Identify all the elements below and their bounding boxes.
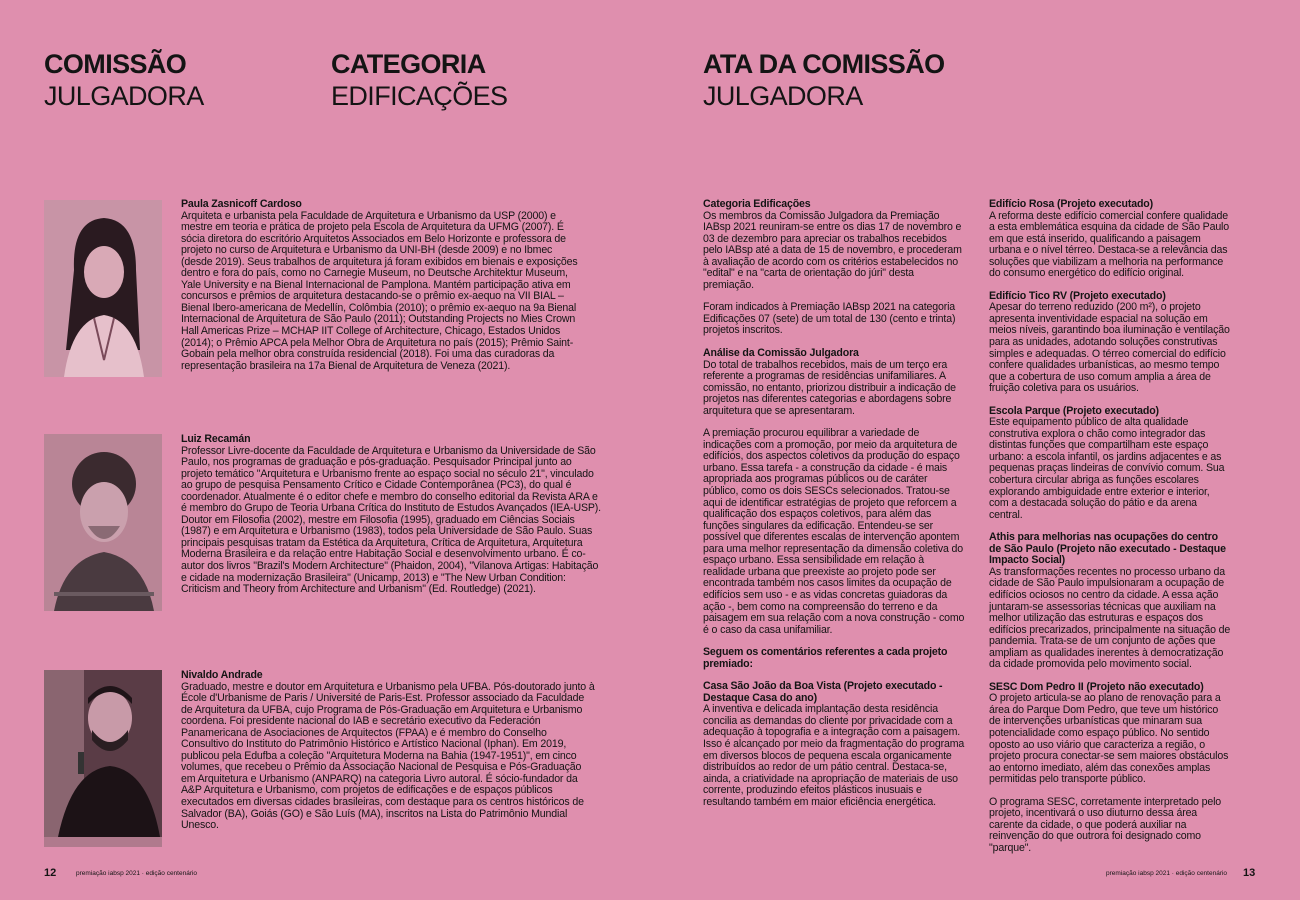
paragraph: Foram indicados à Premiação IABsp 2021 na categoria Edificações 07 (sete) de um total de 130 (cento e trinta) projetos inscritos.	[703, 301, 956, 337]
paragraph: Apesar do terreno reduzido (200 m²), o projeto apresenta inventividade espacial na solução em meios níveis, garantindo boa iluminação e ventilação para as unidades, adotando soluções construtivas simples e adequadas. O térreo comercial do edifício confere qualidades urbanísticas, ao mesmo tempo que a cobertura de uso comum amplia a área de fruição coletiva para os usuários.	[989, 301, 1230, 395]
paragraph: Este equipamento público de alta qualidade construtiva explora o chão como integrador das distintas funções que compartilham este espaço urbano: a escola infantil, os jardins adjacentes e as pequenas praças lindeiras de convívio comum. Sua cobertura circular abriga as funções escolares explorando ambiguidade entre exterior e interior, com a destacada solução do pátio e da arena central.	[989, 416, 1225, 521]
juror-bio: Arquiteta e urbanista pela Faculdade de Arquitetura e Urbanismo da USP (2000) e mestre em teoria e prática de projeto pela Escola de Arquitetura da UFMG (2007). É sócia diretora do escritório Arquitetos Associados em Belo Horizonte e professora de projeto no curso de Arquitetura e Urbanismo da UNI-BH (desde 2009) e no Ibmec (desde 2019). Seus trabalhos de arquitetura já foram exibidos em bienais e exposições dentro e fora do país, como no Carnegie Museum, no Deutsche Architektur Museum, Yale University e na Bienal Internacional de Pamplona. Mantém participação ativa em concursos e prêmios de arquitetura destacando-se o prêmio ex-aequo na VII BIAL – Bienal Ibero-americana de Medellín, Colômbia (2010); o prêmio ex-aequo na 9a Bienal Internacional de Arquitetura de São Paulo (2011); Outstanding Projects no Mies Crown Hall Americas Prize – MCHAP IIT College of Architecture, Chicago, Estados Unidos (2014); o Prêmio APCA pela Melhor Obra de Arquitetura no país (2015); Prêmio Saint-Gobain pela melhor obra construída residencial (2018). Foi uma das curadoras da representação brasileira na 17a Bienal de Arquitetura de Veneza (2021).	[181, 209, 578, 372]
section-comentarios	[703, 647, 965, 670]
footer-text-right: premiação iabsp 2021 · edição centenário	[1106, 870, 1228, 877]
section-title: Casa São João da Boa Vista (Projeto executado - Destaque Casa do ano)	[703, 680, 943, 704]
heading-comissao-bold: COMISSÃO	[44, 49, 187, 79]
juror-2	[181, 434, 601, 596]
section-categoria	[703, 199, 965, 337]
section-title: Análise da Comissão Julgadora	[703, 347, 859, 360]
section-title: Edifício Rosa (Projeto executado)	[989, 198, 1153, 210]
section-title: Escola Parque (Projeto executado)	[989, 404, 1159, 417]
footer-text-left: premiação iabsp 2021 · edição centenário	[76, 870, 198, 877]
section-title: Seguem os comentários referentes a cada projeto premiado:	[703, 646, 948, 670]
paragraph: A reforma deste edifício comercial confere qualidade a esta emblemática esquina da cidade de São Paulo em que está inserido, qualificando a paisagem urbana e o nível térreo. Destaca-se a relevância das soluções que viabilizam a melhoria na performance do consumo energético do edifício original.	[989, 209, 1230, 280]
juror-photo-luiz	[44, 434, 162, 611]
juror-photo-nivaldo	[44, 670, 162, 847]
juror-bio: Graduado, mestre e doutor em Arquitetura e Urbanismo pela UFBA. Pós-doutorado junto à École d'Urbanisme de Paris / Université de Paris-Est. Professor associado da Faculdade de Arquitetura da UFBA, cujo Programa de Pós-Graduação em Arquitetura e Urbanismo coordena. Foi presidente nacional do IAB e secretário executivo da Federación Panamericana de Asociaciones de Arquitectos (FPAA) e é membro do Conselho Consultivo do Instituto do Patrimônio Histórico e Artístico Nacional (Iphan). Em 2019, publicou pela Edufba a coleção "Arquitetura Moderna na Bahia (1947-1951)", em cinco volumes, que recebeu o Prêmio da Associação Nacional de Pesquisa e Pós-Graduação em Arquitetura e Urbanismo (ANPARQ) na categoria Livro autoral. É sócio-fundador da A&P Arquitetura e Urbanismo, com projetos de edificações e de espaços públicos executados em diversas cidades brasileiras, com destaque para os centros históricos de Salvador (BA), Goiás (GO) e São Luís (MA), inscritos na Lista do Patrimônio Mundial Unesco.	[181, 680, 595, 832]
paragraph: O programa SESC, corretamente interpretado pelo projeto, incentivará o uso diuturno dessa área carente da cidade, o que poderá auxiliar na reinvenção do que outrora foi designado como "parque".	[989, 795, 1222, 854]
paragraph: As transformações recentes no processo urbano da cidade de São Paulo impulsionaram a ocupação de edifícios ociosos no centro da cidade. A essa ação juntaram-se assessorias técnicas que auxiliam na melhor utilização das estruturas e espaços dos edifícios precarizados, principalmente na situação de pandemia. Trata-se de um conjunto de ações que ampliam as qualidades inerentes à democratização da cidade promovida pelo movimento social.	[989, 565, 1231, 671]
heading-ata	[703, 48, 945, 112]
section-analise	[703, 348, 965, 636]
heading-categoria-bold: CATEGORIA	[331, 49, 486, 79]
paragraph: A inventiva e delicada implantação desta residência concilia as demandas do cliente por privacidade com a adequação à topografia e a integração com a paisagem. Isso é alcançado por meio da fragmentação do programa em diversos blocos de pequena escala organicamente distribuídos ao redor de um pátio central. Destaca-se, ainda, a criatividade na apropriação de materiais de uso corrente, produzindo efeitos plásticos inusuais e resultando também em maior eficiência energética.	[703, 703, 965, 808]
section-title: Athis para melhorias nas ocupações do centro de São Paulo (Projeto não executado - Destaque Impacto Social)	[989, 531, 1226, 567]
section-tico-rv	[989, 291, 1231, 395]
paragraph: A premiação procurou equilibrar a variedade de indicações com a promoção, por meio da arquitetura de edifícios, dos aspectos coletivos da produção do espaço urbano. Essa tarefa - a construção da cidade - é mais apropriada aos programas públicos ou de caráter público, como os dois SESCs selecionados. Tratou-se aqui de identificar estratégias de projeto que reforcem a qualificação dos espaços coletivos, para além das funções singulares da edificação. Entendeu-se ser possível que diferentes escalas de intervenção apontem para uma melhor representação da dimensão coletiva do espaço urbano. Essa sensibilidade em relação à realidade urbana que preexiste ao projeto pode ser encontrada também nos casos limites da ocupação de edifícios sem uso - e as vidas concretas guiadoras da ação -, bem como na compreensão do terreno e da paisagem em sua relação com a nova construção - como é o caso da casa unifamiliar.	[703, 427, 965, 636]
page-number-right: 13	[1243, 867, 1256, 879]
paragraph: Do total de trabalhos recebidos, mais de um terço era referente a programas de residências unifamiliares. A comissão, no entanto, priorizou distribuir a indicação de projetos nas diferentes categorias e abordagens sobre arquitetura que se apresentaram.	[703, 358, 956, 417]
section-edificio-rosa	[989, 199, 1231, 280]
section-athis	[989, 532, 1231, 671]
juror-name: Luiz Recamán	[181, 433, 251, 445]
juror-name: Paula Zasnicoff Cardoso	[181, 198, 302, 210]
section-sesc-dom-pedro	[989, 682, 1231, 855]
juror-photo-paula	[44, 200, 162, 377]
juror-1	[181, 199, 581, 372]
juror-bio: Professor Livre-docente da Faculdade de Arquitetura e Urbanismo da Universidade de São Paulo, nos programas de graduação e pós-graduação. Pesquisador Principal junto ao projeto temático "Arquitetura e Urbanismo frente ao espaço social no século 21", vinculado ao grupo de pesquisa Pensamento Crítico e Cidade Contemporânea (PC3), do qual é coordenador. Atualmente é o editor chefe e membro do conselho editorial da Revista ARA e é membro do Grupo de Teoria Urbana Crítica do Instituto de Estudos Avançados (IEA-USP). Doutor em Filosofia (2002), mestre em Filosofia (1995), graduado em Ciências Sociais (1987) e em Arquitetura e Urbanismo (1983), todos pela Universidade de São Paulo. Suas principais pesquisas tratam da Estética da Arquitetura, Crítica de Arquitetura, Arquitetura Moderna Brasileira e da relação entre Habitação Social e desenvolvimento urbano. É co-autor dos livros "Brazil's Modern Architecture" (Phaidon, 2004), "Vilanova Artigas: Habitação e cidade na modernização Brasileira" (Unicamp, 2013) e "The New Urban Condition: Criticism and Theory from Architecture and Urbanism" (Ed. Routledge) (2021).	[181, 444, 601, 596]
paragraph: Os membros da Comissão Julgadora da Premiação IABsp 2021 reuniram-se entre os dias 17 de novembro e 03 de dezembro para apreciar os trabalhos recebidos pelo IABsp até a data de 15 de novembro, e procederam à avaliação de acordo com os critérios estabelecidos no "edital" e na "carta de orientação do júri" desta premiação.	[703, 209, 962, 291]
heading-comissao-light: JULGADORA	[44, 81, 204, 111]
heading-ata-bold: ATA DA COMISSÃO	[703, 49, 945, 79]
heading-ata-light: JULGADORA	[703, 81, 863, 111]
minutes-column-2	[989, 199, 1231, 865]
section-title: Edifício Tico RV (Projeto executado)	[989, 289, 1166, 302]
section-title: Categoria Edificações	[703, 198, 811, 210]
minutes-column-1	[703, 199, 965, 819]
juror-name: Nivaldo Andrade	[181, 669, 263, 681]
page-number-left: 12	[44, 867, 57, 879]
section-escola-parque	[989, 406, 1231, 521]
heading-categoria	[331, 48, 507, 112]
section-casa-sao-joao	[703, 681, 965, 808]
juror-3	[181, 670, 597, 832]
heading-categoria-light: EDIFICAÇÕES	[331, 81, 508, 111]
section-title: SESC Dom Pedro II (Projeto não executado)	[989, 680, 1204, 693]
paragraph: O projeto articula-se ao plano de renovação para a área do Parque Dom Pedro, que teve um histórico de intervenções urbanísticas que minaram sua potencialidade como espaço público. No sentido oposto ao uso viário que caracteriza a região, o projeto procura conectar-se sem maiores obstáculos ao entorno imediato, além das conexões amplas permitidas pelo transporte público.	[989, 692, 1229, 786]
heading-comissao	[44, 48, 204, 112]
